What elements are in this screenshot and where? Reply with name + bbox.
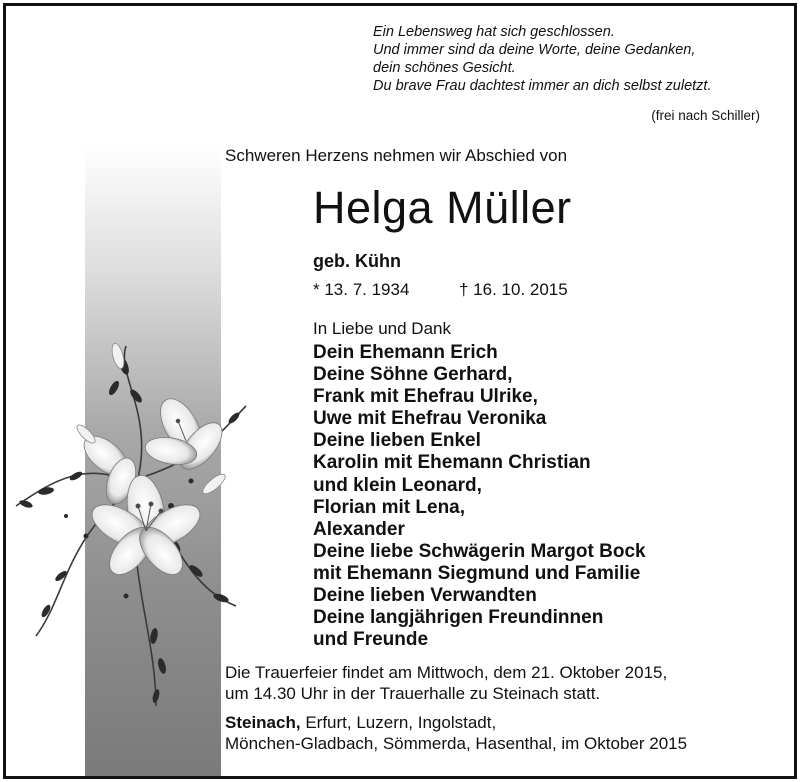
poem-line: Du brave Frau dachtest immer an dich selbst zuletzt.: [373, 78, 712, 94]
places-line: [225, 712, 687, 733]
places-and-date: [225, 712, 687, 754]
service-line: um 14.30 Uhr in der Trauerhalle zu Steinach statt.: [225, 684, 601, 703]
mourner-line: mit Ehemann Siegmund und Familie: [313, 562, 641, 584]
mourner-line: Deine liebe Schwägerin Margot Bock: [313, 540, 646, 562]
birth-date: * 13. 7. 1934: [313, 280, 410, 299]
mourner-line: Deine lieben Verwandten: [313, 585, 537, 607]
funeral-service-info: [225, 662, 667, 704]
poem-line: Und immer sind da deine Worte, deine Gedanken,: [373, 42, 696, 58]
mourner-line: Frank mit Ehefrau Ulrike,: [313, 386, 538, 408]
mourner-line: Dein Ehemann Erich: [313, 342, 498, 363]
maiden-name: geb. Kühn: [313, 251, 401, 271]
poem-source: (frei nach Schiller): [651, 108, 760, 123]
places-lead: Steinach,: [225, 713, 301, 732]
intro-text: Schweren Herzens nehmen wir Abschied von: [225, 146, 568, 165]
places-line: Mönchen-Gladbach, Sömmerda, Hasenthal, im Oktober 2015: [225, 734, 688, 753]
poem-line: dein schönes Gesicht.: [373, 60, 516, 76]
mourner-line: und klein Leonard,: [313, 474, 482, 496]
mourner-line: Deine Söhne Gerhard,: [313, 364, 513, 386]
mourner-line: Deine langjährigen Freundinnen: [313, 607, 604, 629]
lily-flower-arrangement-image: [6, 336, 266, 716]
service-line: Die Trauerfeier findet am Mittwoch, dem 21. Oktober 2015,: [225, 663, 668, 682]
deceased-name: Helga Müller: [313, 182, 572, 233]
thanks-text: In Liebe und Dank: [313, 319, 451, 338]
mourner-line: Florian mit Lena,: [313, 496, 466, 518]
mourners-list: [313, 342, 646, 651]
mourner-line: Karolin mit Ehemann Christian: [313, 452, 591, 474]
mourner-line: Uwe mit Ehefrau Veronika: [313, 408, 547, 430]
poem: [373, 23, 758, 95]
places-rest: Erfurt, Luzern, Ingolstadt,: [300, 713, 497, 732]
mourner-line: und Freunde: [313, 629, 429, 651]
mourner-line: Alexander: [313, 518, 405, 540]
death-date: † 16. 10. 2015: [459, 280, 568, 299]
poem-line: Ein Lebensweg hat sich geschlossen.: [373, 24, 615, 40]
obituary-card: [3, 3, 797, 779]
mourner-line: Deine lieben Enkel: [313, 430, 481, 452]
